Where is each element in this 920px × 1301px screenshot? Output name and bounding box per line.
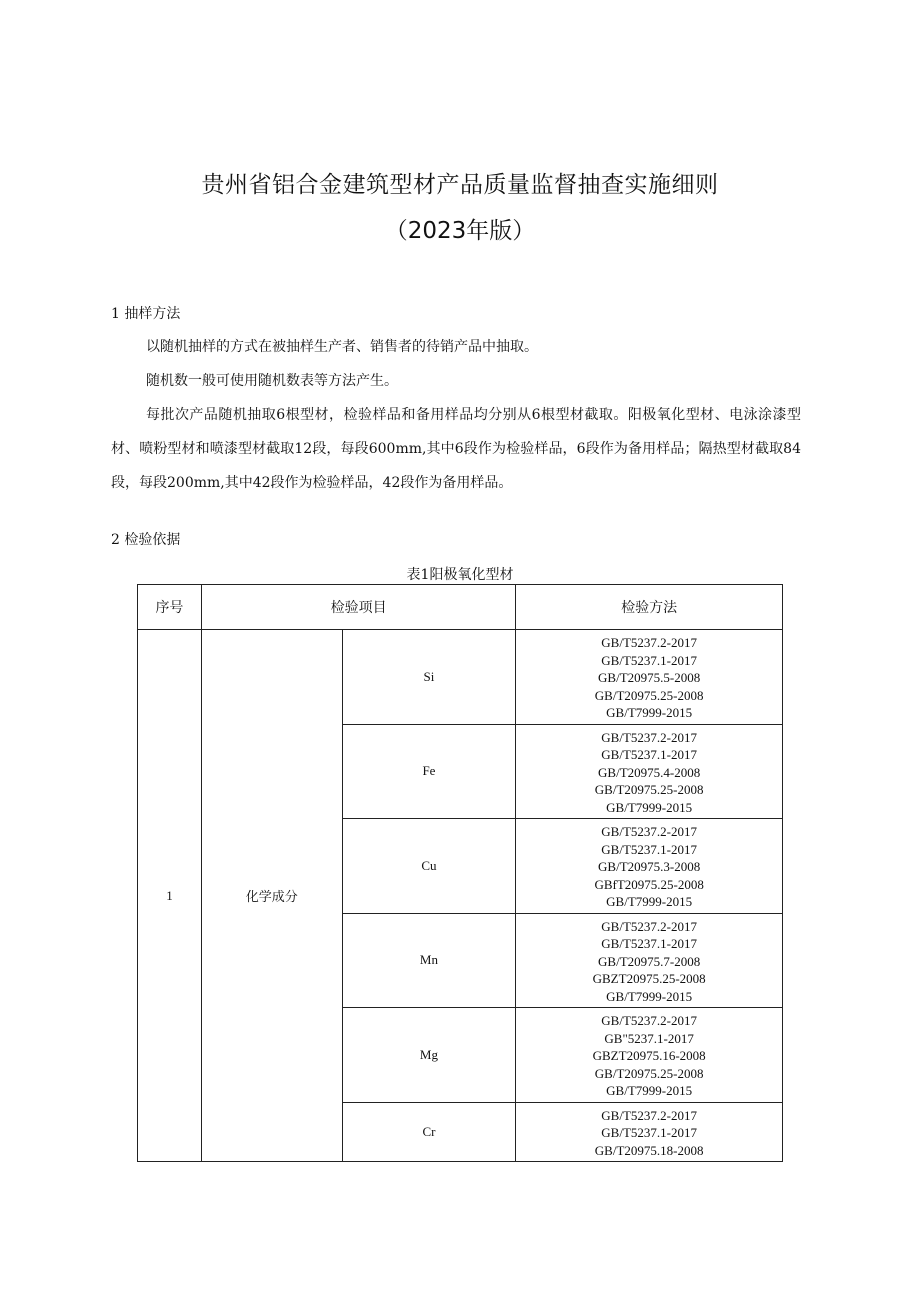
table-header-row [138,585,783,630]
cell-element: Mn [342,913,516,1008]
cell-methods [516,724,783,819]
header-method: 检验方法 [516,585,783,630]
method-standard: GB/T5237.2-2017 [601,1013,697,1028]
cell-element: Cr [342,1102,516,1162]
method-standard: GB/T20975.25-2008 [594,1065,704,1081]
cell-element: Mg [342,1008,516,1103]
method-standard: GB/T5237.2-2017 [601,729,697,745]
header-seq: 序号 [138,585,202,630]
paragraph-sampling-method: 以随机抽样的方式在被抽样生产者、销售者的待销产品中抽取。 [146,339,538,355]
method-standard: GB"5237.1-2017 [604,1030,694,1046]
cell-element: Si [342,630,516,725]
method-standard: GB/T20975.25-2008 [594,782,704,797]
cell-element: Cu [342,819,516,914]
method-standard: GB/T7999-2015 [606,894,693,909]
method-standard: GB/T7999-2015 [606,1083,693,1098]
table-body [138,630,783,1162]
method-standard: GBZT20975.16-2008 [592,1048,706,1063]
method-standard: GB/T7999-2015 [606,799,693,815]
paragraph-sample-quantity: 每批次产品随机抽取6根型材，检验样品和备用样品均分别从6根型材截取。阳极氧化型材、电泳涂漆型材、喷粉型材和喷漆型材截取12段，每段600mm,其中6段作为检验样品，6段作为备用样品；隔热型材截取84段，每段200mm,其中42段作为检验样品，42段作为备用样品。 [111,407,801,491]
table-row [138,630,783,725]
method-standard: GB/T20975.4-2008 [598,764,701,780]
method-standard: GB/T20975.25-2008 [594,687,704,703]
method-standard: GB/T5237.2-2017 [601,824,697,839]
method-standard: GB/T20975.7-2008 [598,953,701,969]
paragraph-random-number: 随机数一般可使用随机数表等方法产生。 [146,373,398,389]
cell-methods [516,1008,783,1103]
inspection-table [137,584,783,1162]
table-caption: 表1阳极氧化型材 [406,567,514,583]
header-item: 检验项目 [201,585,515,630]
method-standard: GB/T5237.1-2017 [601,1125,697,1140]
method-standard: GB/T20975.5-2008 [598,670,701,685]
method-standard: GB/T20975.18-2008 [594,1142,704,1158]
cell-methods [516,1102,783,1162]
method-standard: GBZT20975.25-2008 [592,971,706,986]
cell-element: Fe [342,724,516,819]
method-standard: GB/T5237.1-2017 [601,652,697,668]
method-standard: GB/T5237.2-2017 [601,918,697,934]
method-standard: GB/T5237.2-2017 [601,1107,697,1123]
method-standard: GB/T5237.1-2017 [601,841,697,857]
section-2-heading: 2 检验依据 [111,532,181,548]
method-standard: GB/T5237.1-2017 [601,936,697,951]
cell-methods [516,819,783,914]
cell-methods [516,630,783,725]
cell-category: 化学成分 [201,630,342,1162]
method-standard: GB/T7999-2015 [606,705,693,720]
method-standard: GB/T7999-2015 [606,988,693,1004]
section-1-heading: 1 抽样方法 [111,306,181,322]
document-subtitle: （2023年版） [384,218,536,244]
method-standard: GB/T5237.1-2017 [601,747,697,762]
method-standard: GB/T20975.3-2008 [598,859,701,874]
cell-methods [516,913,783,1008]
document-title: 贵州省铝合金建筑型材产品质量监督抽查实施细则 [201,172,719,198]
method-standard: GB/T5237.2-2017 [601,635,697,650]
method-standard: GBfT20975.25-2008 [594,876,704,892]
cell-seq: 1 [138,630,202,1162]
